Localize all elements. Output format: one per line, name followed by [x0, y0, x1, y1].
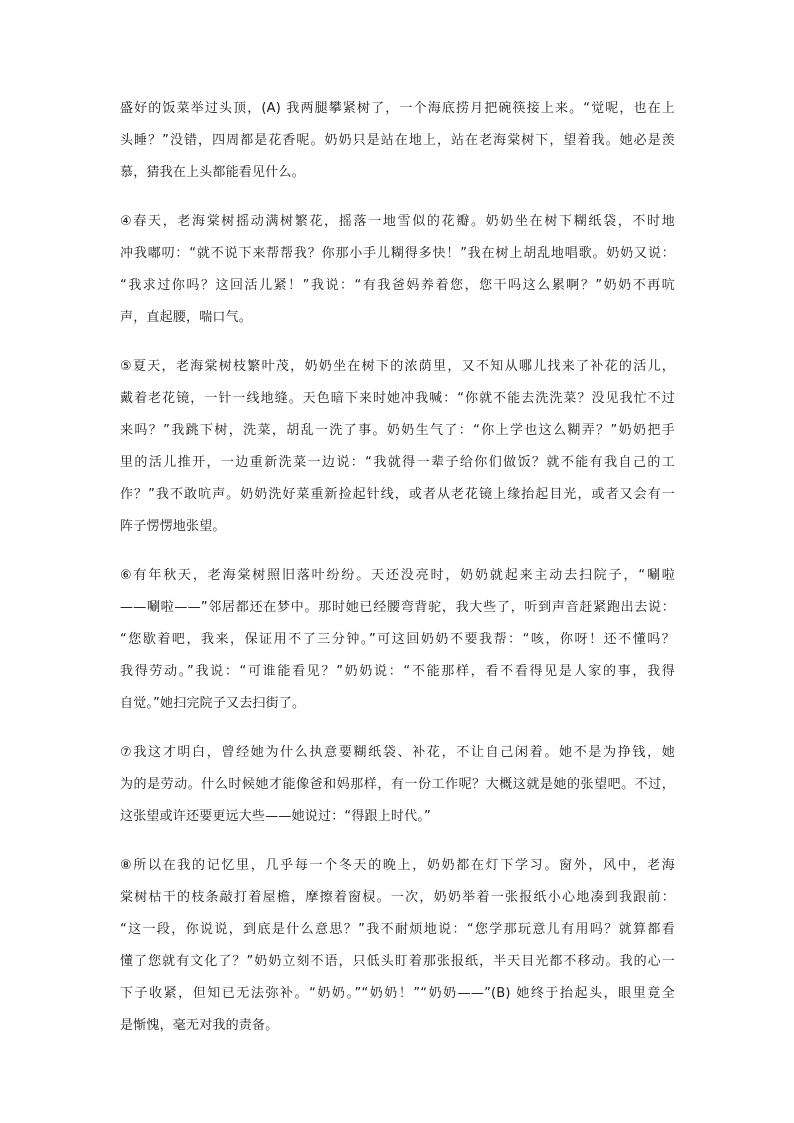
text-line: 慕，猜我在上头都能看见什么。 [120, 165, 305, 180]
text-line: ④春天，老海棠树摇动满树繁花，摇落一地雪似的花瓣。奶奶坐在树下糊纸袋，不时地 [120, 214, 675, 229]
text-line: 冲我嘟叨：“就不说下来帮帮我？你那小手儿糊得多快！”我在树上胡乱地唱歌。奶奶又说： [120, 246, 675, 261]
paragraph-1 [120, 93, 675, 189]
text-line: ⑤夏天，老海棠树枝繁叶茂，奶奶坐在树下的浓荫里，又不知从哪儿找来了补花的活儿， [120, 359, 675, 374]
text-line: “这一段，你说说，到底是什么意思？”我不耐烦地说：“您学那玩意儿有用吗？就算都看 [120, 922, 675, 937]
paragraph-4 [120, 206, 675, 334]
text-line: 懂了您就有文化了？”奶奶立刻不语，只低头盯着那张报纸，半天目光都不移动。我的心一 [120, 954, 675, 969]
paragraph-7 [120, 737, 675, 833]
text-line: 棠树枯干的枝条敲打着屋檐，摩擦着窗棂。一次，奶奶举着一张报纸小心地凑到我跟前： [120, 890, 675, 905]
text-line: “您歇着吧，我来，保证用不了三分钟。”可这回奶奶不要我帮：“咳，你呀！还不懂吗？ [120, 632, 675, 647]
text-line: 里的活儿推开，一边重新洗菜一边说：“我就得一辈子给你们做饭？就不能有我自己的工 [120, 455, 675, 470]
text-line: 阵子愣愣地张望。 [120, 519, 226, 534]
text-line: 作？”我不敢吭声。奶奶洗好菜重新捡起针线，或者从老花镜上缘抬起目光，或者又会有一 [120, 487, 675, 502]
paragraph-8 [120, 850, 675, 1042]
text-line: 是惭愧，毫无对我的责备。 [120, 1018, 279, 1033]
text-line: 为的是劳动。什么时候她才能像爸和妈那样，有一份工作呢？大概这就是她的张望吧。不过， [120, 777, 675, 792]
text-line: 声，直起腰，喘口气。 [120, 310, 253, 325]
text-line: ⑧所以在我的记忆里，几乎每一个冬天的晚上，奶奶都在灯下学习。窗外，风中，老海 [120, 858, 675, 873]
text-line: ⑦我这才明白，曾经她为什么执意要糊纸袋、补花，不让自己闲着。她不是为挣钱，她 [120, 745, 675, 760]
text-line: 自觉。”她扫完院子又去扫街了。 [120, 696, 306, 711]
text-line: ——唰啦——”邻居都还在梦中。那时她已经腰弯背驼，我大些了，听到声音赶紧跑出去说： [120, 600, 675, 615]
text-line: 下子收紧，但知已无法弥补。“奶奶。”“奶奶！”“奶奶——”(B) 她终于抬起头，眼里竟全 [120, 986, 675, 1001]
text-line: 这张望或许还要更远大些——她说过：“得跟上时代。” [120, 809, 431, 824]
paragraph-6 [120, 560, 675, 720]
paragraph-5 [120, 351, 675, 543]
document-page [120, 93, 675, 1059]
text-line: “我求过你吗？这回活儿紧！”我说：“有我爸妈养着您，您干吗这么累啊？”奶奶不再吭 [120, 278, 675, 293]
text-line: 我得劳动。”我说：“可谁能看见？”奶奶说：“不能那样，看不看得见是人家的事，我得 [120, 664, 675, 679]
text-line: 盛好的饭菜举过头顶，(A) 我两腿攀紧树了，一个海底捞月把碗筷接上来。“觉呢，也在上 [120, 101, 675, 116]
text-line: ⑥有年秋天，老海棠树照旧落叶纷纷。天还没亮时，奶奶就起来主动去扫院子，“唰啦 [120, 568, 675, 583]
text-line: 来吗？”我跳下树，洗菜，胡乱一洗了事。奶奶生气了：“你上学也这么糊弄？”奶奶把手 [120, 423, 675, 438]
text-line: 头睡？”没错，四周都是花香呢。奶奶只是站在地上，站在老海棠树下，望着我。她必是羡 [120, 133, 675, 148]
text-line: 戴着老花镜，一针一线地缝。天色暗下来时她冲我喊：“你就不能去洗洗菜？没见我忙不过 [120, 391, 675, 406]
